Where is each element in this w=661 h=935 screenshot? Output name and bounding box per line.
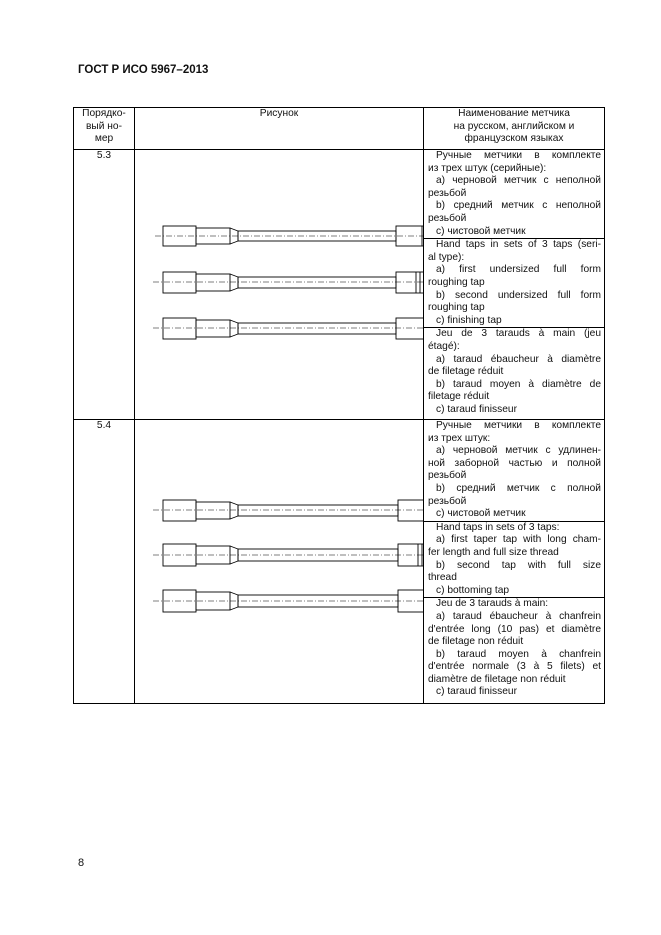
- tap-a-drawing: [155, 226, 424, 246]
- tap-set-drawing: [135, 420, 424, 704]
- name-english: Hand taps in sets of 3 taps (seri- al type): a) first undersized full form roughing tap b) second undersized full form roughing tap c) finishing tap: [424, 238, 604, 327]
- name-russian: Ручные метчики в комплекте из трех штук: a) черновой метчик с удлинен- ной заборной частью и полной резьбой b) средний метчик с полной резьбой c) чистовой метчик: [428, 420, 601, 520]
- name-russian: Ручные метчики в комплекте из трех штук (серийные): a) черновой метчик с неполной резьбой b) средний метчик с неполной резьбой c) чистовой метчик: [428, 150, 601, 237]
- row-number: 5.4: [74, 420, 135, 704]
- tap-b-drawing: [153, 544, 424, 566]
- header-number: Порядко- вый но- мер: [74, 108, 135, 150]
- table-header-row: [74, 108, 605, 150]
- document-header: ГОСТ Р ИСО 5967–2013: [78, 64, 209, 76]
- row-names: [424, 150, 605, 420]
- row-figure: [135, 420, 424, 704]
- header-name: Наименование метчика на русском, английском и французском языках: [424, 108, 605, 150]
- row-names: [424, 420, 605, 704]
- tap-c-drawing: [153, 318, 424, 339]
- row-number: 5.3: [74, 150, 135, 420]
- tap-b-drawing: [153, 272, 424, 293]
- name-french: Jeu de 3 tarauds à main: a) taraud ébaucheur à chanfrein d'entrée long (10 pas) et diamètre de filetage non réduit b) taraud moyen à chanfrein d'entrée normale (3 à 5 filets) et diamètre de filetage non réduit c) taraud finisseur: [424, 597, 604, 699]
- tap-c-drawing: [153, 590, 424, 612]
- tap-sets-table: [73, 107, 605, 704]
- name-english: Hand taps in sets of 3 taps: a) first taper tap with long cham- fer length and full size thread b) second tap with full size thread c) bottoming tap: [424, 521, 604, 598]
- row-figure: [135, 150, 424, 420]
- header-figure: Рисунок: [135, 108, 424, 150]
- name-french: Jeu de 3 tarauds à main (jeu étagé): a) taraud ébaucheur à diamètre de filetage réduit b) taraud moyen à diamètre de filetage réduit c) taraud finisseur: [424, 327, 604, 416]
- page-number: 8: [78, 857, 85, 869]
- tap-a-drawing: [153, 500, 424, 521]
- table-row: [74, 150, 605, 420]
- tap-set-drawing: [135, 150, 424, 420]
- table-row: [74, 420, 605, 704]
